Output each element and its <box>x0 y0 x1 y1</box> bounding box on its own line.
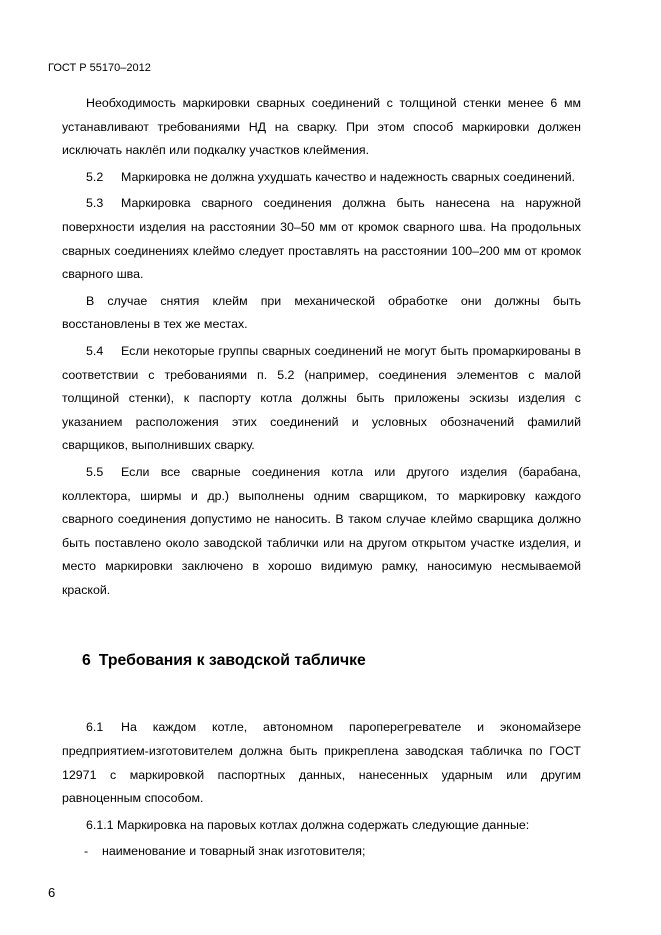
section-title: Требования к заводской табличке <box>98 652 366 670</box>
paragraph-text: На каждом котле, автономном пароперегревателе и экономайзере предприятием-изготовителем должна быть прикреплена заводская табличка по ГОСТ 12971 с маркировкой паспортных данных, нанесенных ударным или другим равноценным способом. <box>62 720 581 806</box>
section-heading <box>82 651 581 671</box>
clause-number: 5.5 <box>86 464 104 479</box>
list-item <box>62 840 581 864</box>
clause-number: 5.4 <box>86 343 104 358</box>
clause-number: 5.2 <box>86 169 104 184</box>
paragraph <box>62 340 581 458</box>
paragraph-text: 6.1.1 Маркировка на паровых котлах должна содержать следующие данные: <box>86 817 530 832</box>
page-content <box>62 92 581 864</box>
clause-number: 5.3 <box>86 196 104 211</box>
document-header: ГОСТ Р 55170–2012 <box>48 62 151 74</box>
paragraph-text: Маркировка сварного соединения должна быть нанесена на наружной поверхности изделия на расстоянии 30–50 мм от кромок сварного шва. На продольных сварных соединениях клеймо следует проставлять на расстоянии 100–200 мм от кромок сварного шва. <box>62 196 581 282</box>
paragraph <box>62 716 581 810</box>
paragraph-text: Необходимость маркировки сварных соединений с толщиной стенки менее 6 мм устанавливают требованиями НД на сварку. При этом способ маркировки должен исключать наклёп или подкалку участков клеймения. <box>62 96 581 158</box>
paragraph <box>62 92 581 163</box>
paragraph <box>62 192 581 286</box>
paragraph <box>62 461 581 603</box>
clause-number: 6.1 <box>86 720 104 735</box>
paragraph-text: В случае снятия клейм при механической обработке они должны быть восстановлены в тех же местах. <box>62 293 581 332</box>
section-number: 6 <box>82 652 91 670</box>
list-item-text: наименование и товарный знак изготовителя; <box>102 844 366 859</box>
paragraph <box>62 814 581 838</box>
page-number: 6 <box>48 885 56 900</box>
paragraph-text: Если все сварные соединения котла или другого изделия (барабана, коллектора, ширмы и др.) выполнены одним сварщиком, то маркировку каждого сварного соединения допустимо не наносить. В таком случае клеймо сварщика должно быть поставлено около заводской таблички или на другом открытом участке изделия, и место маркировки заключено в хорошо видимую рамку, наносимую несмываемой краской. <box>62 464 581 597</box>
paragraph-text: Если некоторые группы сварных соединений не могут быть промаркированы в соответствии с требованиями п. 5.2 (например, соединения элементов с малой толщиной стенки), к паспорту котла должны быть приложены эскизы изделия с указанием расположения этих соединений и условных обозначений фамилий сварщиков, выполнивших сварку. <box>62 343 581 453</box>
list-dash-marker: - <box>84 844 89 859</box>
paragraph <box>62 290 581 337</box>
paragraph-text: Маркировка не должна ухудшать качество и надежность сварных соединений. <box>121 169 576 184</box>
paragraph <box>62 166 581 190</box>
